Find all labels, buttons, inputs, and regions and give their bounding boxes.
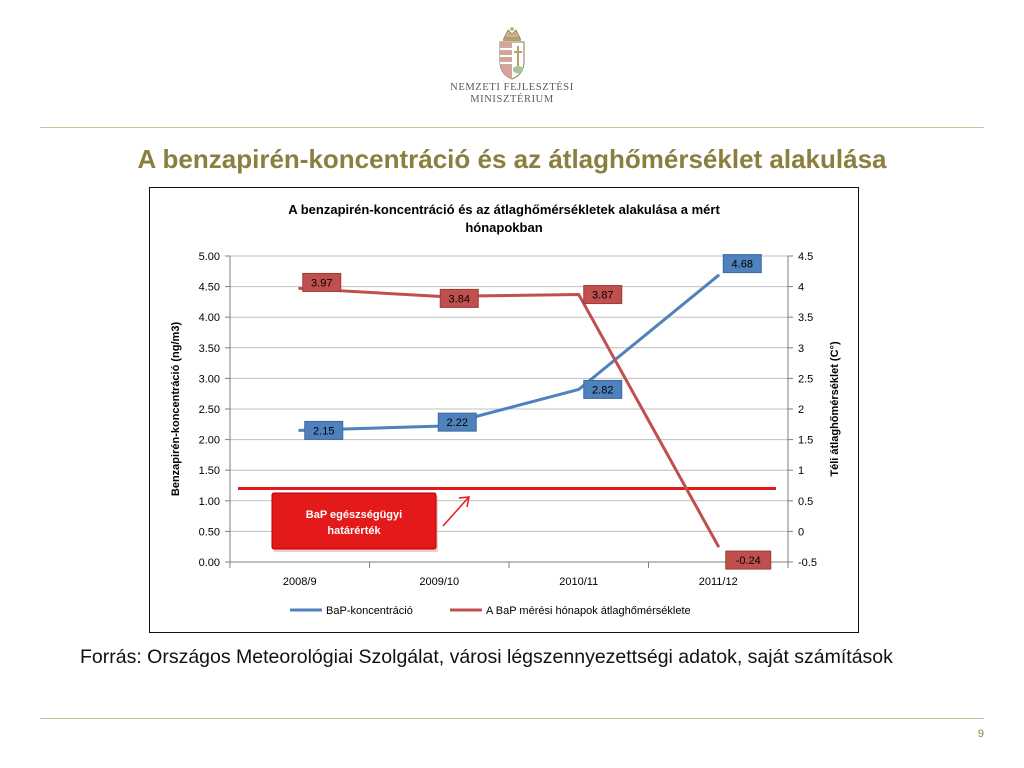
callout-text-line2: határérték	[327, 525, 381, 537]
callout-box	[272, 493, 436, 549]
y-axis-tick-label: 5.00	[198, 251, 220, 263]
bap-data-label: 2.82	[592, 384, 614, 397]
ministry-name-line2: MINISZTÉRIUM	[470, 94, 554, 105]
y2-axis-title: Téli átlaghőmérséklet (C°)	[829, 341, 841, 477]
callout-arrow-shaft	[443, 498, 468, 526]
x-axis-tick-label: 2010/11	[559, 576, 599, 588]
callout-text-line1: BaP egészségügyi	[305, 509, 403, 521]
y2-axis-tick-label: 2	[798, 404, 805, 416]
line-chart	[150, 188, 858, 632]
legend-label-bap: BaP-koncentráció	[326, 605, 413, 617]
y-axis-tick-label: 2.00	[198, 434, 220, 447]
y2-axis-tick-label: -0.5	[798, 557, 817, 569]
header-divider	[40, 127, 984, 128]
y2-axis-tick-label: 4.5	[798, 251, 814, 263]
chart-container	[149, 187, 859, 633]
ministry-name-line1: NEMZETI FEJLESZTÉSI	[450, 82, 574, 93]
y-axis-tick-label: 1.50	[198, 465, 220, 478]
y2-axis-tick-label: 1.5	[798, 434, 814, 447]
temperature-data-label: 3.97	[311, 277, 333, 290]
y2-axis-tick-label: 3.5	[798, 312, 814, 325]
temperature-data-label: 3.84	[448, 293, 470, 306]
y2-axis-tick-label: 0.5	[798, 495, 814, 508]
y2-axis-tick-label: 2.5	[798, 373, 814, 386]
y-axis-tick-label: 3.50	[198, 342, 220, 355]
footer-divider	[40, 718, 984, 719]
ministry-logo	[440, 24, 584, 106]
y-axis-tick-label: 1.00	[198, 495, 220, 508]
slide-title: A benzapirén-koncentráció és az átlaghőmérséklet alakulása	[137, 144, 887, 174]
y2-axis-tick-label: 4	[798, 281, 805, 294]
bap-data-label: 4.68	[731, 258, 753, 271]
y-axis-tick-label: 2.50	[198, 404, 220, 416]
y2-axis-tick-label: 1	[798, 465, 805, 478]
y-axis-tick-label: 0.50	[198, 526, 220, 539]
y-axis-tick-label: 4.50	[198, 281, 220, 294]
y-axis-title: Benzapirén-koncentráció (ng/m3)	[170, 321, 182, 497]
hungarian-coat-of-arms-icon	[490, 24, 534, 82]
chart-title-line2: hónapokban	[465, 220, 543, 235]
y-axis-tick-label: 3.00	[198, 373, 220, 386]
source-note: Forrás: Országos Meteorológiai Szolgálat, városi légszennyezettségi adatok, saját számítások	[80, 646, 893, 668]
chart-title-line1: A benzapirén-koncentráció és az átlaghőmérsékletek alakulása a mért	[288, 202, 720, 217]
x-axis-tick-label: 2011/12	[698, 576, 738, 588]
page-number: 9	[977, 728, 984, 740]
y2-axis-tick-label: 0	[798, 526, 805, 539]
bap-data-label: 2.15	[313, 425, 335, 438]
y2-axis-tick-label: 3	[798, 342, 805, 355]
y-axis-tick-label: 0.00	[198, 557, 220, 569]
temperature-data-label: 3.87	[592, 289, 614, 302]
x-axis-tick-label: 2008/9	[282, 576, 317, 588]
y-axis-tick-label: 4.00	[198, 312, 220, 325]
bap-line	[300, 276, 719, 431]
legend-label-temperature: A BaP mérési hónapok átlaghőmérséklete	[486, 605, 691, 617]
bap-data-label: 2.22	[446, 417, 468, 430]
temperature-data-label: -0.24	[735, 555, 761, 568]
x-axis-tick-label: 2009/10	[419, 576, 460, 588]
